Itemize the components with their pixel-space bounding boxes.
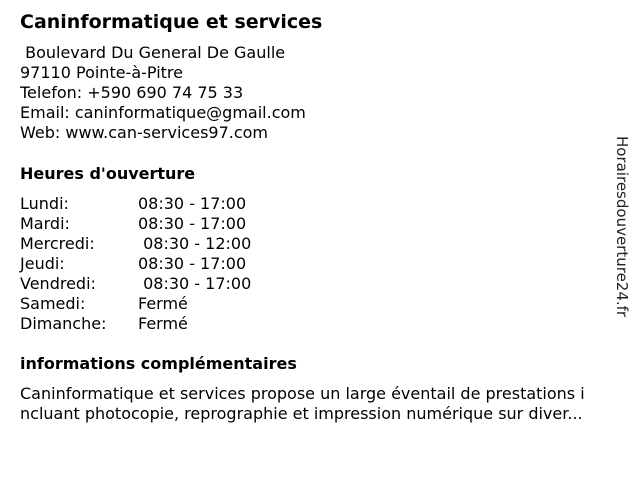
day-label: Vendredi: xyxy=(20,274,96,293)
time-value: Fermé xyxy=(138,294,188,313)
time-value: 08:30 - 17:00 xyxy=(138,274,252,293)
time-value: 08:30 - 12:00 xyxy=(138,234,252,253)
day-label: Samedi: xyxy=(20,294,86,313)
email-address[interactable]: Email: caninformatique@gmail.com xyxy=(20,103,306,122)
description-line: ncluant photocopie, reprographie et impression numérique sur diver... xyxy=(20,404,583,423)
time-value: 08:30 - 17:00 xyxy=(138,194,247,213)
website-link[interactable]: Web: www.can-services97.com xyxy=(20,123,269,142)
contact-block xyxy=(20,43,306,143)
time-value: Fermé xyxy=(138,314,188,333)
day-label: Lundi: xyxy=(20,194,69,213)
opening-hours-heading: Heures d'ouverture xyxy=(20,164,196,183)
time-value: 08:30 - 17:00 xyxy=(138,214,247,233)
additional-info-heading: informations complémentaires xyxy=(20,354,297,373)
day-label: Dimanche: xyxy=(20,314,107,333)
business-description xyxy=(20,384,632,424)
day-label: Mercredi: xyxy=(20,234,95,253)
business-name: Caninformatique et services xyxy=(20,11,323,33)
address-street: Boulevard Du General De Gaulle xyxy=(20,43,286,62)
day-label: Jeudi: xyxy=(20,254,65,273)
address-city: 97110 Pointe-à-Pitre xyxy=(20,63,183,82)
site-watermark: Horairesdouverture24.fr xyxy=(613,136,631,318)
time-value: 08:30 - 17:00 xyxy=(138,254,247,273)
phone-number[interactable]: Telefon: +590 690 74 75 33 xyxy=(20,83,244,102)
day-label: Mardi: xyxy=(20,214,70,233)
description-line: Caninformatique et services propose un large éventail de prestations i xyxy=(20,384,585,403)
